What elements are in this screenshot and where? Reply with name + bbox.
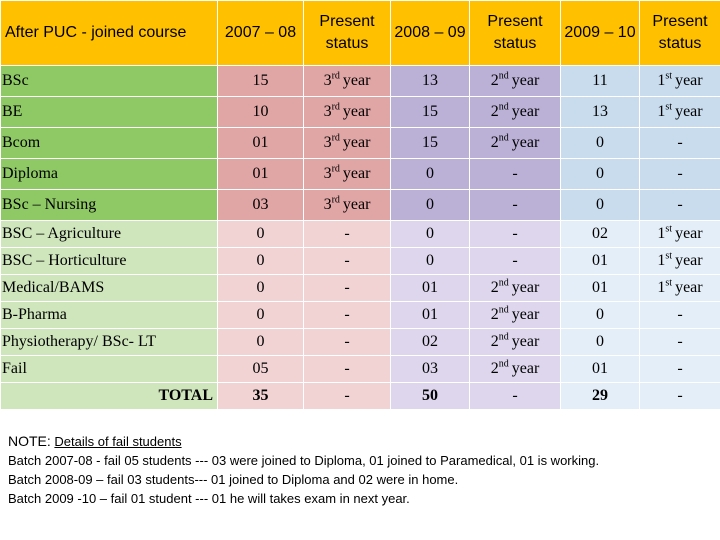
status-year-word: year bbox=[342, 103, 371, 120]
course-name: BE bbox=[1, 97, 218, 128]
table-row bbox=[1, 329, 720, 356]
header-course: After PUC - joined course bbox=[1, 1, 218, 66]
count-2008-09: 02 bbox=[391, 329, 470, 356]
status-ordinal: 1 bbox=[657, 72, 666, 89]
status-ordinal-suffix: st bbox=[665, 70, 673, 82]
count-2007-08: 35 bbox=[218, 383, 304, 410]
status-ordinal: 2 bbox=[490, 103, 499, 120]
status-year-word: year bbox=[511, 103, 540, 120]
note-heading: NOTE: bbox=[8, 433, 51, 449]
status-ordinal: 2 bbox=[490, 134, 499, 151]
status-2007-08: - bbox=[304, 248, 391, 275]
status-year-word: year bbox=[342, 196, 371, 213]
status-ordinal-suffix: nd bbox=[498, 277, 509, 289]
status-2007-08: - bbox=[304, 329, 391, 356]
status-ordinal: 2 bbox=[490, 306, 499, 323]
status-2007-08 bbox=[304, 97, 391, 128]
count-2007-08: 01 bbox=[218, 128, 304, 159]
count-2009-10: 01 bbox=[561, 248, 640, 275]
status-2008-09 bbox=[470, 302, 561, 329]
status-2009-10 bbox=[640, 66, 720, 97]
note-line-2009: Batch 2009 -10 – fail 01 student --- 01 he will takes exam in next year. bbox=[8, 491, 410, 506]
count-2008-09: 15 bbox=[391, 128, 470, 159]
status-2009-10 bbox=[640, 248, 720, 275]
status-ordinal: 3 bbox=[323, 72, 332, 89]
status-2007-08 bbox=[304, 159, 391, 190]
status-ordinal-suffix: nd bbox=[498, 358, 509, 370]
status-2007-08 bbox=[304, 128, 391, 159]
count-2009-10: 0 bbox=[561, 190, 640, 221]
course-name: Diploma bbox=[1, 159, 218, 190]
table-row bbox=[1, 275, 720, 302]
status-2008-09: - bbox=[470, 383, 561, 410]
count-2009-10: 0 bbox=[561, 159, 640, 190]
course-name: Medical/BAMS bbox=[1, 275, 218, 302]
status-2009-10 bbox=[640, 275, 720, 302]
status-year-word: year bbox=[675, 225, 703, 242]
status-2009-10: - bbox=[640, 159, 720, 190]
table-row bbox=[1, 302, 720, 329]
status-ordinal-suffix: st bbox=[665, 101, 673, 113]
count-2008-09: 03 bbox=[391, 356, 470, 383]
status-year-word: year bbox=[675, 103, 703, 120]
count-2008-09: 0 bbox=[391, 190, 470, 221]
count-2007-08: 03 bbox=[218, 190, 304, 221]
table-row bbox=[1, 248, 720, 275]
status-2007-08 bbox=[304, 66, 391, 97]
count-2008-09: 0 bbox=[391, 248, 470, 275]
status-2007-08: - bbox=[304, 275, 391, 302]
status-2008-09 bbox=[470, 128, 561, 159]
status-ordinal: 1 bbox=[657, 279, 666, 296]
count-2007-08: 0 bbox=[218, 329, 304, 356]
status-2007-08: - bbox=[304, 302, 391, 329]
count-2008-09: 13 bbox=[391, 66, 470, 97]
status-ordinal-suffix: st bbox=[665, 250, 673, 262]
table-row bbox=[1, 221, 720, 248]
status-year-word: year bbox=[511, 306, 540, 323]
status-ordinal-suffix: rd bbox=[331, 101, 340, 113]
status-2007-08: - bbox=[304, 356, 391, 383]
count-2008-09: 0 bbox=[391, 159, 470, 190]
status-ordinal: 3 bbox=[323, 165, 332, 182]
status-year-word: year bbox=[342, 72, 371, 89]
status-year-word: year bbox=[511, 360, 540, 377]
header-batch-2008: 2008 – 09 bbox=[391, 1, 470, 66]
count-2008-09: 01 bbox=[391, 302, 470, 329]
course-name: Bcom bbox=[1, 128, 218, 159]
count-2008-09: 15 bbox=[391, 97, 470, 128]
count-2009-10: 0 bbox=[561, 302, 640, 329]
count-2007-08: 0 bbox=[218, 248, 304, 275]
status-2008-09: - bbox=[470, 190, 561, 221]
status-2008-09 bbox=[470, 356, 561, 383]
status-2009-10: - bbox=[640, 302, 720, 329]
status-ordinal: 2 bbox=[490, 279, 499, 296]
count-2009-10: 0 bbox=[561, 128, 640, 159]
table-row bbox=[1, 356, 720, 383]
count-2007-08: 05 bbox=[218, 356, 304, 383]
status-ordinal-suffix: st bbox=[665, 277, 673, 289]
table-row bbox=[1, 97, 720, 128]
count-2009-10: 13 bbox=[561, 97, 640, 128]
status-ordinal-suffix: rd bbox=[331, 163, 340, 175]
status-2009-10: - bbox=[640, 356, 720, 383]
status-ordinal-suffix: nd bbox=[498, 304, 509, 316]
table-header-row bbox=[1, 1, 720, 66]
table-row bbox=[1, 128, 720, 159]
table-row bbox=[1, 190, 720, 221]
notes-section bbox=[8, 432, 714, 508]
status-2008-09 bbox=[470, 66, 561, 97]
status-ordinal-suffix: nd bbox=[498, 132, 509, 144]
status-ordinal-suffix: rd bbox=[331, 70, 340, 82]
status-year-word: year bbox=[675, 252, 703, 269]
count-2009-10: 01 bbox=[561, 275, 640, 302]
status-ordinal-suffix: nd bbox=[498, 331, 509, 343]
note-line-2008: Batch 2008-09 – fail 03 students--- 01 joined to Diploma and 02 were in home. bbox=[8, 472, 459, 487]
count-2009-10: 01 bbox=[561, 356, 640, 383]
status-2008-09: - bbox=[470, 248, 561, 275]
status-2007-08: - bbox=[304, 383, 391, 410]
course-name: BSC – Horticulture bbox=[1, 248, 218, 275]
total-label: TOTAL bbox=[1, 383, 218, 410]
table-row bbox=[1, 66, 720, 97]
status-year-word: year bbox=[511, 333, 540, 350]
status-2008-09: - bbox=[470, 159, 561, 190]
note-heading-line bbox=[8, 432, 714, 451]
count-2007-08: 15 bbox=[218, 66, 304, 97]
status-2008-09 bbox=[470, 97, 561, 128]
status-year-word: year bbox=[342, 165, 371, 182]
note-line-2007: Batch 2007-08 - fail 05 students --- 03 were joined to Diploma, 01 joined to Paramedical, 01 is working. bbox=[8, 453, 600, 468]
status-ordinal: 2 bbox=[490, 72, 499, 89]
table-row bbox=[1, 159, 720, 190]
count-2007-08: 10 bbox=[218, 97, 304, 128]
count-2009-10: 0 bbox=[561, 329, 640, 356]
course-name: Fail bbox=[1, 356, 218, 383]
status-2008-09 bbox=[470, 275, 561, 302]
status-ordinal-suffix: st bbox=[665, 223, 673, 235]
total-row bbox=[1, 383, 720, 410]
status-ordinal: 3 bbox=[323, 134, 332, 151]
count-2009-10: 11 bbox=[561, 66, 640, 97]
status-year-word: year bbox=[342, 134, 371, 151]
count-2007-08: 0 bbox=[218, 221, 304, 248]
status-ordinal: 1 bbox=[657, 252, 666, 269]
status-2009-10 bbox=[640, 221, 720, 248]
header-status-2007: Present status bbox=[304, 1, 391, 66]
count-2007-08: 01 bbox=[218, 159, 304, 190]
status-ordinal: 1 bbox=[657, 225, 666, 242]
status-ordinal: 3 bbox=[323, 196, 332, 213]
status-2008-09 bbox=[470, 329, 561, 356]
count-2009-10: 29 bbox=[561, 383, 640, 410]
status-2009-10 bbox=[640, 97, 720, 128]
header-status-2009: Present status bbox=[640, 1, 720, 66]
status-year-word: year bbox=[675, 72, 703, 89]
count-2009-10: 02 bbox=[561, 221, 640, 248]
status-ordinal-suffix: nd bbox=[498, 101, 509, 113]
header-status-2008: Present status bbox=[470, 1, 561, 66]
status-ordinal: 2 bbox=[490, 333, 499, 350]
status-year-word: year bbox=[511, 279, 540, 296]
status-2009-10: - bbox=[640, 128, 720, 159]
course-name: BSc – Nursing bbox=[1, 190, 218, 221]
status-year-word: year bbox=[511, 134, 540, 151]
status-2009-10: - bbox=[640, 383, 720, 410]
header-batch-2007: 2007 – 08 bbox=[218, 1, 304, 66]
status-2007-08: - bbox=[304, 221, 391, 248]
status-2009-10: - bbox=[640, 190, 720, 221]
status-ordinal-suffix: rd bbox=[331, 132, 340, 144]
status-ordinal-suffix: nd bbox=[498, 70, 509, 82]
course-name: BSc bbox=[1, 66, 218, 97]
count-2008-09: 0 bbox=[391, 221, 470, 248]
status-2008-09: - bbox=[470, 221, 561, 248]
count-2008-09: 01 bbox=[391, 275, 470, 302]
status-2007-08 bbox=[304, 190, 391, 221]
count-2007-08: 0 bbox=[218, 302, 304, 329]
count-2008-09: 50 bbox=[391, 383, 470, 410]
count-2007-08: 0 bbox=[218, 275, 304, 302]
course-name: Physiotherapy/ BSc- LT bbox=[1, 329, 218, 356]
course-name: B-Pharma bbox=[1, 302, 218, 329]
status-ordinal: 3 bbox=[323, 103, 332, 120]
course-name: BSC – Agriculture bbox=[1, 221, 218, 248]
header-batch-2009: 2009 – 10 bbox=[561, 1, 640, 66]
status-ordinal: 1 bbox=[657, 103, 666, 120]
status-ordinal: 2 bbox=[490, 360, 499, 377]
status-year-word: year bbox=[511, 72, 540, 89]
status-ordinal-suffix: rd bbox=[331, 194, 340, 206]
status-year-word: year bbox=[675, 279, 703, 296]
note-subheading: Details of fail students bbox=[54, 434, 182, 449]
status-2009-10: - bbox=[640, 329, 720, 356]
